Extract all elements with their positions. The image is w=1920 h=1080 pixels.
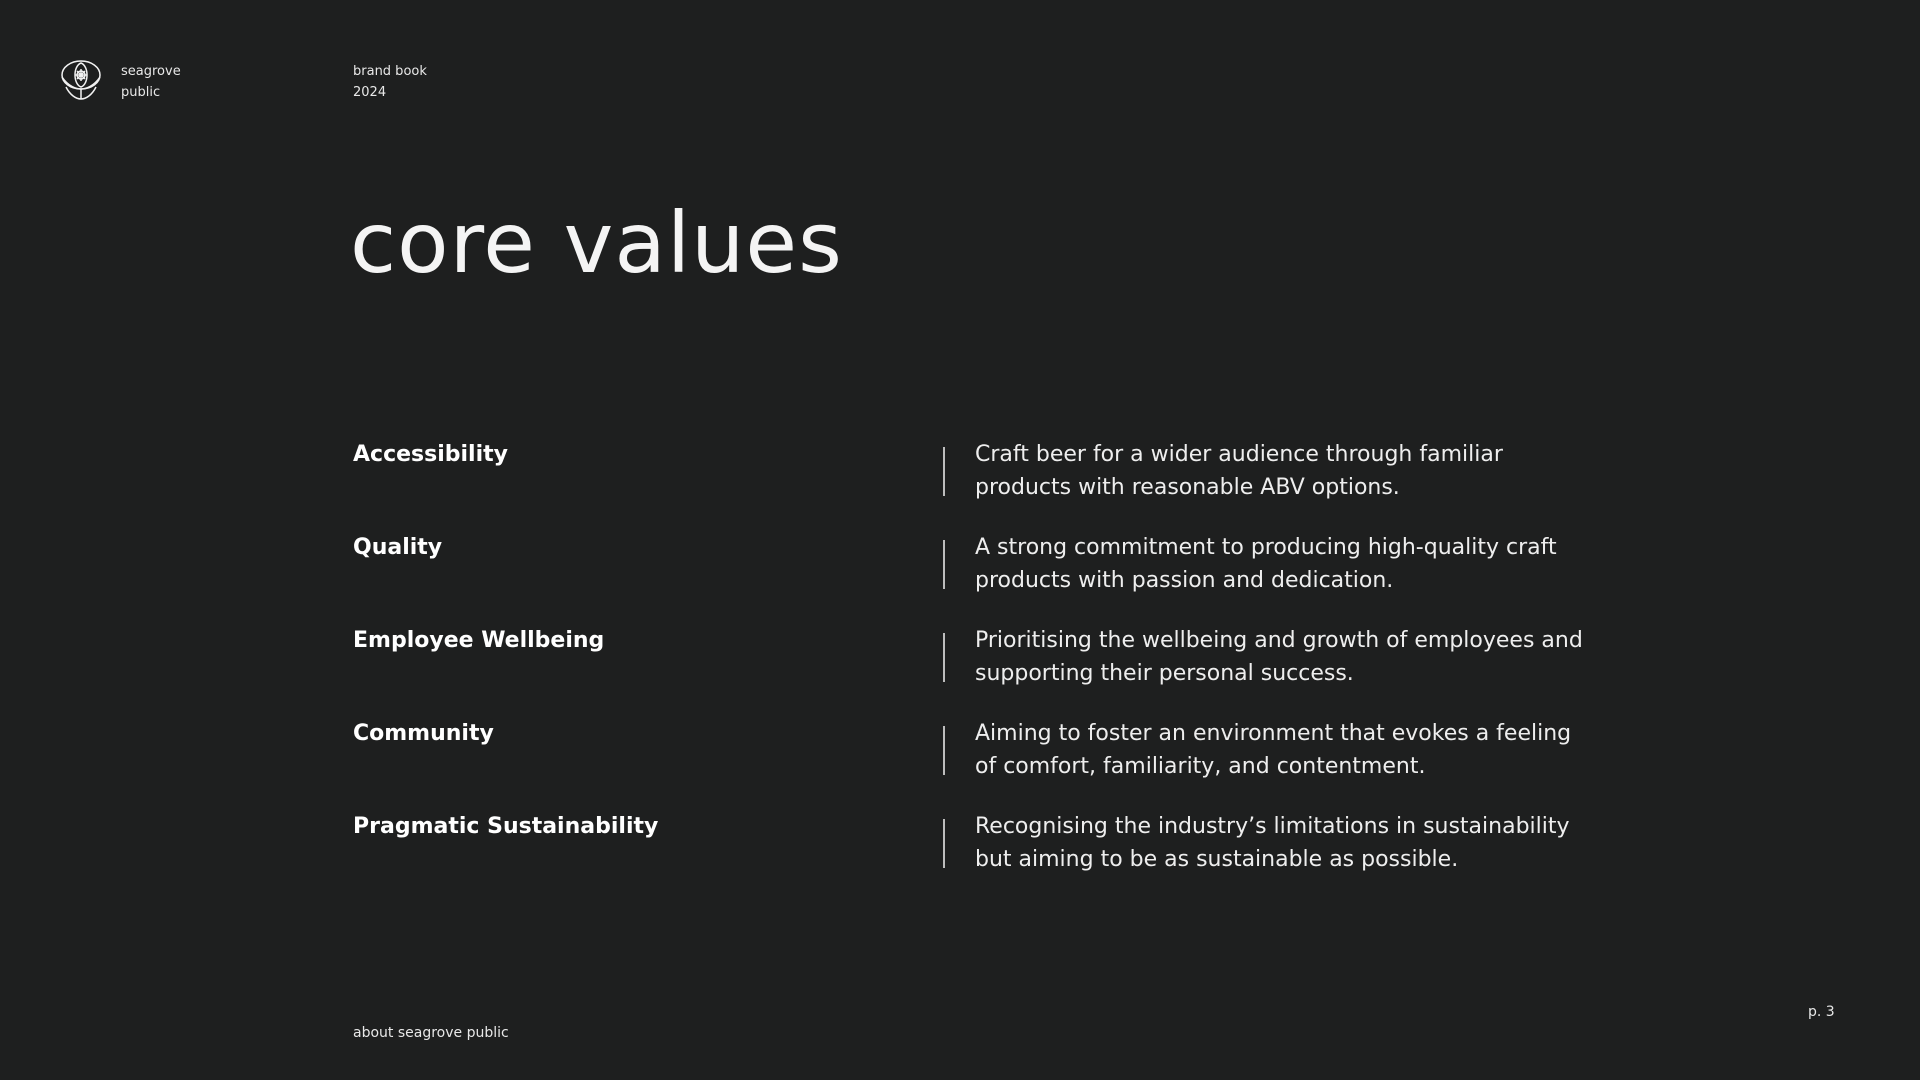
page-number: p. 3 (1808, 1004, 1835, 1020)
value-name: Quality (353, 535, 443, 560)
core-values-list (353, 438, 1593, 903)
brand-name (121, 61, 181, 103)
document-type: brand book (353, 64, 427, 79)
footer-section-label: about seagrove public (353, 1025, 509, 1041)
value-row-community (353, 717, 1593, 810)
value-description: Craft beer for a wider audience through familiar products with reasonable ABV options. (975, 442, 1503, 500)
value-divider (943, 633, 945, 682)
value-description: A strong commitment to producing high-quality craft products with passion and dedication. (975, 535, 1557, 593)
value-divider (943, 726, 945, 775)
value-divider (943, 819, 945, 868)
value-row-quality (353, 531, 1593, 624)
value-row-accessibility (353, 438, 1593, 531)
value-row-pragmatic-sustainability (353, 810, 1593, 903)
value-name: Accessibility (353, 442, 508, 467)
value-divider (943, 540, 945, 589)
brand-name-line-2: public (121, 85, 161, 100)
page-title: core values (350, 194, 843, 292)
document-year: 2024 (353, 85, 387, 100)
value-name: Pragmatic Sustainability (353, 814, 659, 839)
document-meta (353, 61, 427, 103)
value-description: Prioritising the wellbeing and growth of employees and supporting their personal success. (975, 628, 1583, 686)
brand-name-line-1: seagrove (121, 64, 181, 79)
value-description: Recognising the industry’s limitations in sustainability but aiming to be as sustainable as possible. (975, 814, 1570, 872)
value-row-employee-wellbeing (353, 624, 1593, 717)
value-name: Employee Wellbeing (353, 628, 605, 653)
value-divider (943, 447, 945, 496)
compass-flower-logo-icon (60, 59, 102, 101)
value-description: Aiming to foster an environment that evokes a feeling of comfort, familiarity, and contentment. (975, 721, 1572, 779)
value-name: Community (353, 721, 494, 746)
